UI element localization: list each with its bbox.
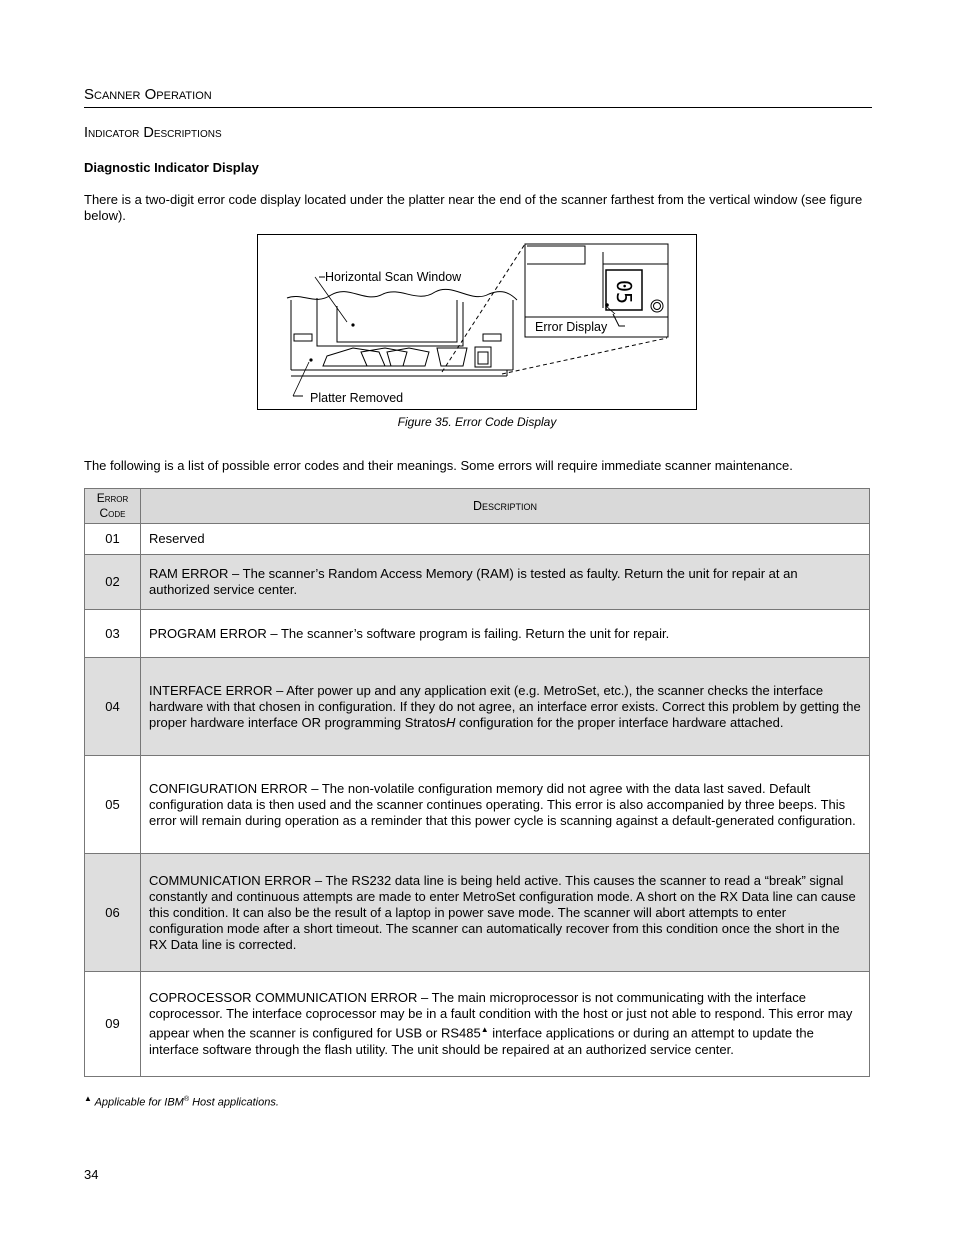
- footnote-text: Applicable for IBM: [91, 1096, 184, 1109]
- table-row: [85, 854, 870, 972]
- header-description: Description: [141, 489, 870, 524]
- table-row: [85, 972, 870, 1077]
- description-italic: H: [445, 714, 456, 730]
- description-text: INTERFACE ERROR – After power up and any application exit (e.g. MetroSet, etc.), the scanner checks the interface hardware with that chosen in configuration. If they do not agree, an interface error exists. Correct this problem by getting the proper hardware interface OR programming Stratos: [149, 682, 861, 730]
- label-horizontal-scan-window: Horizontal Scan Window: [325, 270, 462, 284]
- table-row: [85, 524, 870, 555]
- table-header-row: [85, 489, 870, 524]
- triangle-mark-icon: ▲: [84, 1094, 92, 1103]
- header-code-line2: Code: [99, 506, 126, 520]
- error-code-cell: 04: [85, 658, 141, 756]
- description-cell: RAM ERROR – The scanner’s Random Access Memory (RAM) is tested as faulty. Return the unit for repair at an authorized service center.: [141, 555, 870, 610]
- table-row: [85, 756, 870, 854]
- error-code-cell: 03: [85, 610, 141, 658]
- description-text: configuration for the proper interface hardware attached.: [455, 714, 784, 730]
- error-code-cell: 06: [85, 854, 141, 972]
- description-cell: PROGRAM ERROR – The scanner’s software program is failing. Return the unit for repair.: [141, 610, 870, 658]
- label-error-display: Error Display: [535, 320, 608, 334]
- error-code-cell: 01: [85, 524, 141, 555]
- section-rule: [84, 107, 872, 108]
- description-cell: [141, 972, 870, 1077]
- table-row: [85, 658, 870, 756]
- error-code-cell: 05: [85, 756, 141, 854]
- header-code-line1: Error: [96, 491, 129, 505]
- lead-paragraph: The following is a list of possible error codes and their meanings. Some errors will require immediate scanner maintenance.: [84, 458, 793, 473]
- header-error-code: [85, 489, 141, 524]
- footnote: [84, 1094, 279, 1109]
- page-number: 34: [84, 1167, 99, 1182]
- figure-caption: Figure 35. Error Code Display: [397, 415, 557, 429]
- error-code-cell: 02: [85, 555, 141, 610]
- footnote-text: Host applications.: [189, 1096, 279, 1109]
- description-text: interface applications or during an attempt to update the interface software through the flash utility. The unit should be repaired at an authorized service center.: [149, 1025, 814, 1057]
- description-text: COPROCESSOR COMMUNICATION ERROR – The main microprocessor is not communicating with the interface coprocessor. The interface coprocessor may be in a fault condition with the host or just not able to respond. This error may appear when the scanner is configured for USB or RS485: [149, 990, 853, 1041]
- section-title: Scanner Operation: [84, 86, 212, 103]
- intro-paragraph: There is a two-digit error code display located under the platter near the end of the scanner farthest from the vertical window (see figure below).: [84, 192, 863, 223]
- scanner-diagram: [257, 234, 697, 410]
- description-cell: Reserved: [141, 524, 870, 555]
- registered-mark: ®: [183, 1096, 190, 1103]
- error-code-cell: 09: [85, 972, 141, 1077]
- label-platter-removed: Platter Removed: [310, 391, 404, 405]
- description-cell: CONFIGURATION ERROR – The non-volatile configuration memory did not agree with the data last saved. Default configuration data is then used and the scanner continues operating. This error is also accompanied by three beeps. This error will remain during operation as a reminder that this power cycle is scanning against a default-generated configuration.: [141, 756, 870, 854]
- triangle-mark-icon: ▲: [480, 1025, 489, 1035]
- error-code-table: [84, 488, 870, 1077]
- description-cell: COMMUNICATION ERROR – The RS232 data line is being held active. This causes the scanner to read a “break” signal constantly and continuous attempts are made to enter MetroSet configuration mode. A short on the RX Data line can cause this condition. It can also be the result of a laptop in power save mode. The scanner will abort attempts to enter configuration mode after a short timeout. The scanner can automatically recover from this condition once the short in the RX Data line is corrected.: [141, 854, 870, 972]
- diagnostic-heading: Diagnostic Indicator Display: [84, 160, 259, 175]
- subsection-title: Indicator Descriptions: [84, 125, 222, 141]
- display-digits: 05: [612, 279, 636, 305]
- description-cell: [141, 658, 870, 756]
- table-row: [85, 610, 870, 658]
- error-code-figure: [257, 234, 697, 410]
- table-row: [85, 555, 870, 610]
